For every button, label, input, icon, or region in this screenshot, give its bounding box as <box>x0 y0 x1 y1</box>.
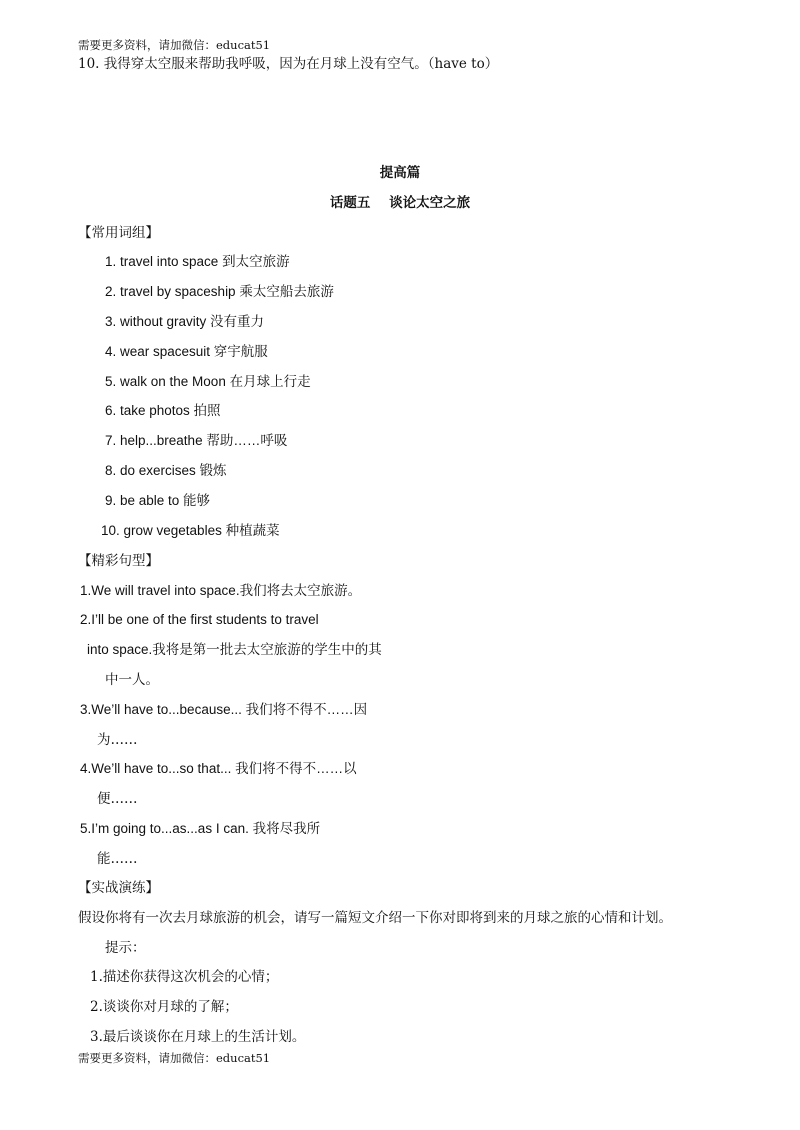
phrase-item: 1. travel into space 到太空旅游 <box>105 254 290 269</box>
phrases-heading: 【常用词组】 <box>78 225 159 241</box>
sentence-line: 为…… <box>97 732 138 748</box>
sentence-line: 能…… <box>97 851 138 867</box>
hint-item: 3.最后谈谈你在月球上的生活计划。 <box>90 1029 306 1045</box>
phrase-item: 9. be able to 能够 <box>105 493 211 508</box>
hint-item: 2.谈谈你对月球的了解； <box>90 999 238 1015</box>
phrase-item: 7. help...breathe 帮助……呼吸 <box>105 433 288 448</box>
sentence-line: 4.We’ll have to...so that... 我们将不得不……以 <box>80 761 357 776</box>
phrase-item: 4. wear spacesuit 穿宇航服 <box>105 344 268 359</box>
hint-label: 提示： <box>105 940 146 956</box>
sentences-heading: 【精彩句型】 <box>78 553 159 569</box>
hint-item: 1.描述你获得这次机会的心情； <box>90 969 279 985</box>
phrase-item: 10. grow vegetables 种植蔬菜 <box>101 523 280 538</box>
header-note: 需要更多资料，请加微信：educat51 <box>78 38 271 52</box>
phrase-item: 5. walk on the Moon 在月球上行走 <box>105 374 311 389</box>
phrase-item: 6. take photos 拍照 <box>105 403 221 418</box>
practice-heading: 【实战演练】 <box>78 880 159 896</box>
section-title: 提高篇 <box>379 165 421 181</box>
practice-prompt: 假设你将有一次去月球旅游的机会，请写一篇短文介绍一下你对即将到来的月球之旅的心情和计划。 <box>78 910 672 926</box>
sentence-line: 中一人。 <box>105 672 159 688</box>
top-sentence: 10. 我得穿太空服来帮助我呼吸，因为在月球上没有空气。（have to） <box>78 56 499 72</box>
sentence-line: 1.We will travel into space.我们将去太空旅游。 <box>80 583 362 598</box>
sentence-line: 5.I’m going to...as...as I can. 我将尽我所 <box>80 821 321 836</box>
sentence-line: 3.We’ll have to...because... 我们将不得不……因 <box>80 702 368 717</box>
phrase-item: 3. without gravity 没有重力 <box>105 314 265 329</box>
sentence-line: 2.I’ll be one of the first students to travel <box>80 612 319 627</box>
footer-note: 需要更多资料，请加微信：educat51 <box>78 1051 271 1065</box>
phrase-item: 8. do exercises 锻炼 <box>105 463 227 478</box>
topic-title: 话题五 谈论太空之旅 <box>329 195 471 211</box>
sentence-line: 便…… <box>97 791 138 807</box>
sentence-line: into space.我将是第一批去太空旅游的学生中的其 <box>87 642 382 657</box>
phrase-item: 2. travel by spaceship 乘太空船去旅游 <box>105 284 334 299</box>
